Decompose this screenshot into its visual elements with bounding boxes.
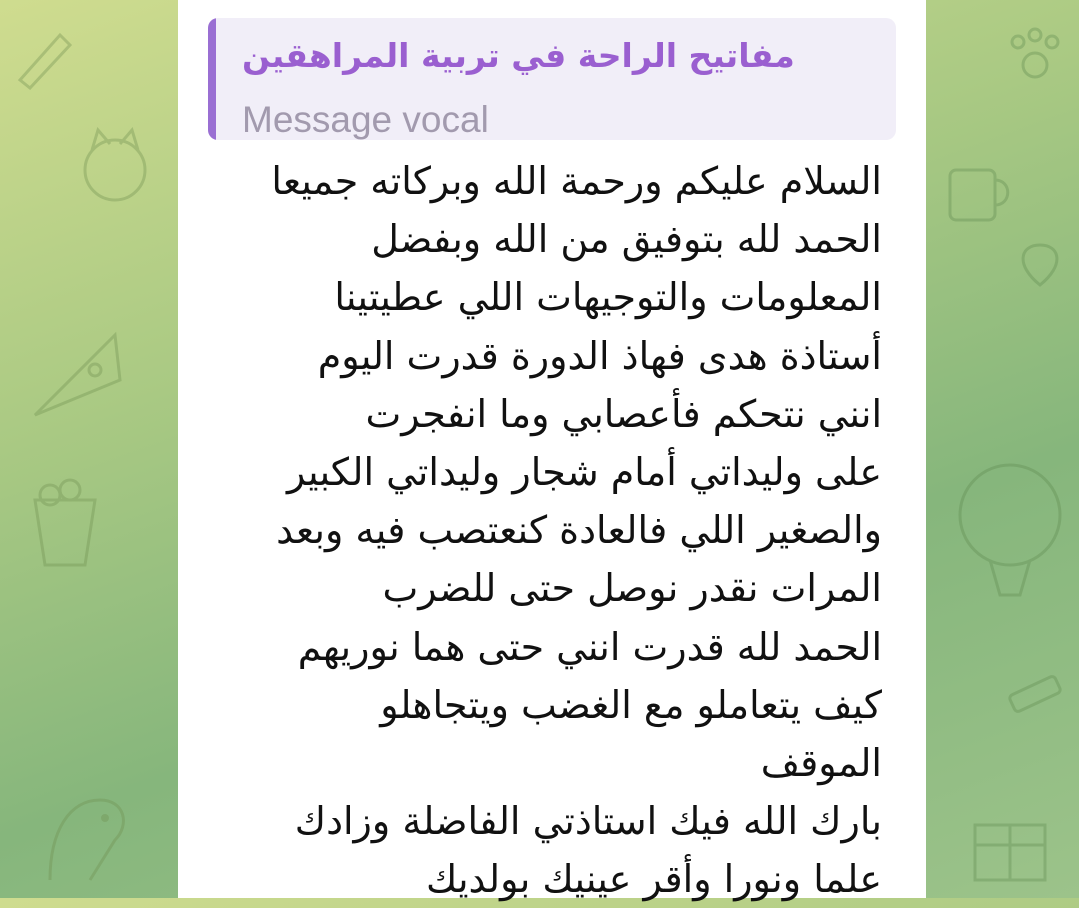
balloon-doodle-icon	[950, 460, 1070, 610]
reply-preview[interactable]	[208, 18, 896, 140]
telescope-doodle-icon	[1000, 660, 1070, 730]
paw-doodle-icon	[1000, 20, 1070, 90]
reply-subtitle: Message vocal	[242, 99, 489, 140]
message-line: كيف يتعاملو مع الغضب ويتجاهلو	[380, 682, 882, 727]
message-line: أستاذة هدى فهاذ الدورة قدرت اليوم	[317, 333, 882, 378]
reply-title: مفاتيح الراحة في تربية المراهقين	[242, 36, 795, 75]
strawberry-doodle-icon	[1010, 230, 1070, 290]
message-line: والصغير اللي فالعادة كنعتصب فيه وبعد	[276, 508, 882, 553]
popcorn-doodle-icon	[10, 470, 120, 570]
message-line: بارك الله فيك استاذتي الفاضلة وزادك	[294, 799, 882, 844]
pizza-doodle-icon	[20, 320, 130, 430]
message-line: المعلومات والتوجيهات اللي عطيتينا	[334, 275, 882, 320]
message-line: علما ونورا وأقر عينيك بولديك	[425, 857, 882, 902]
reply-accent-bar	[208, 18, 216, 140]
dinosaur-doodle-icon	[30, 770, 150, 890]
message-line: على وليداتي أمام شجار وليداتي الكبير	[287, 449, 882, 494]
message-line: السلام عليكم ورحمة الله وبركاته جميعا	[271, 159, 882, 203]
message-line: الموقف	[760, 740, 882, 785]
message-line: الحمد لله قدرت انني حتى هما نوريهم	[297, 624, 882, 669]
message-bubble[interactable]	[178, 0, 926, 902]
gift-doodle-icon	[960, 800, 1060, 890]
cup-doodle-icon	[940, 150, 1020, 230]
message-line: انني نتحكم فأعصابي وما انفجرت	[365, 391, 882, 436]
cat-doodle-icon	[70, 120, 160, 210]
message-line: الحمد لله بتوفيق من الله وبفضل	[371, 217, 882, 262]
pencil-doodle-icon	[10, 20, 80, 90]
message-text	[182, 152, 882, 908]
message-line: المرات نقدر نوصل حتى للضرب	[382, 566, 882, 611]
